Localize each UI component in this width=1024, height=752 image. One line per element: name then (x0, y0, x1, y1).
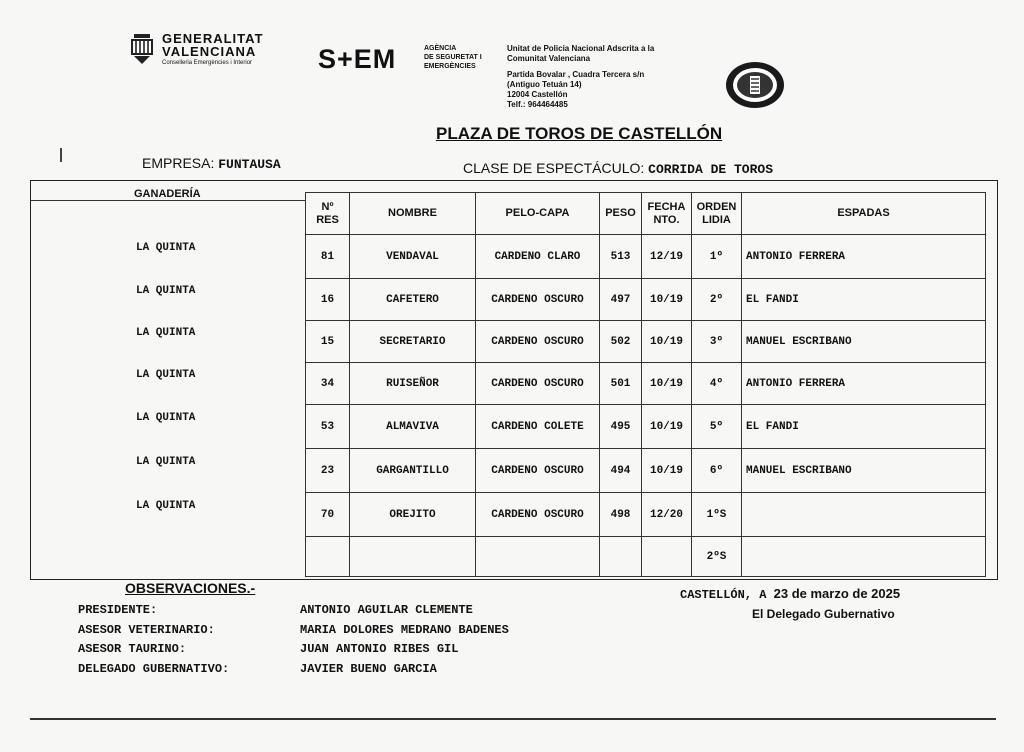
orden-cell: 6º (692, 449, 742, 493)
peso-cell (600, 537, 642, 577)
espada-cell: EL FANDI (742, 405, 986, 449)
pelo-cell: CARDENO OSCURO (476, 363, 600, 405)
generalitat-logo (130, 32, 264, 66)
table-row (306, 279, 986, 321)
orden-cell: 1º (692, 235, 742, 279)
ganaderia-cell: LA QUINTA (136, 412, 196, 424)
official-row (78, 640, 509, 660)
espada-cell: ANTONIO FERRERA (742, 235, 986, 279)
official-name: JUAN ANTONIO RIBES GIL (300, 642, 459, 656)
fecha-cell: 12/19 (642, 235, 692, 279)
official-row (78, 660, 509, 680)
clase-line (463, 160, 773, 177)
clase-label: CLASE DE ESPECTÁCULO: (463, 160, 645, 176)
res-cell: 23 (306, 449, 350, 493)
gv-line2: VALENCIANA (162, 44, 257, 59)
official-row (78, 601, 509, 621)
unit-line4: (Antiguo Tetuán 14) (507, 80, 582, 89)
peso-cell: 497 (600, 279, 642, 321)
peso-cell: 494 (600, 449, 642, 493)
fecha-cell: 10/19 (642, 449, 692, 493)
generalitat-emblem-icon (130, 32, 154, 66)
nombre-cell: VENDAVAL (350, 235, 476, 279)
sem-subtitle (424, 44, 482, 71)
official-name: ANTONIO AGUILAR CLEMENTE (300, 603, 473, 617)
table-body (306, 235, 986, 577)
res-cell: 16 (306, 279, 350, 321)
officials-list (78, 601, 509, 679)
empresa-label: EMPRESA: (142, 155, 215, 171)
sem-sub3: EMERGÈNCIES (424, 63, 476, 70)
espada-cell: ANTONIO FERRERA (742, 363, 986, 405)
header-fecha: FECHA NTO. (642, 193, 692, 235)
gv-line1: GENERALITAT (162, 31, 264, 46)
espada-cell: MANUEL ESCRIBANO (742, 449, 986, 493)
fecha-cell (642, 537, 692, 577)
official-role: DELEGADO GUBERNATIVO: (78, 661, 230, 676)
table-row (306, 537, 986, 577)
espada-cell (742, 537, 986, 577)
header-pelo: PELO-CAPA (476, 193, 600, 235)
nombre-cell: RUISEÑOR (350, 363, 476, 405)
margin-mark (60, 148, 62, 162)
table-row (306, 321, 986, 363)
table-row (306, 493, 986, 537)
pelo-cell: CARDENO OSCURO (476, 449, 600, 493)
pelo-cell: CARDENO OSCURO (476, 279, 600, 321)
table-row (306, 405, 986, 449)
orden-cell: 2º (692, 279, 742, 321)
orden-cell: 5º (692, 405, 742, 449)
peso-cell: 501 (600, 363, 642, 405)
nombre-cell: SECRETARIO (350, 321, 476, 363)
fecha-cell: 10/19 (642, 363, 692, 405)
police-badge-icon (724, 60, 786, 110)
peso-cell: 513 (600, 235, 642, 279)
table-header-row (306, 193, 986, 235)
place-date (680, 586, 900, 602)
ganaderia-cell: LA QUINTA (136, 327, 196, 339)
sem-sub1: AGÈNCIA (424, 45, 457, 52)
bull-table (305, 192, 986, 577)
ganaderia-cell: LA QUINTA (136, 456, 196, 468)
clase-value: CORRIDA DE TOROS (648, 162, 773, 177)
pelo-cell: CARDENO OSCURO (476, 321, 600, 363)
place-date-value: 23 de marzo de 2025 (773, 586, 901, 601)
official-role: ASESOR VETERINARIO: (78, 622, 215, 637)
res-cell: 81 (306, 235, 350, 279)
observaciones-heading: OBSERVACIONES.- (125, 580, 256, 596)
pelo-cell: CARDENO COLETE (476, 405, 600, 449)
empresa-value: FUNTAUSA (218, 157, 281, 172)
nombre-cell: ALMAVIVA (350, 405, 476, 449)
res-cell (306, 537, 350, 577)
nombre-cell: CAFETERO (350, 279, 476, 321)
header-nombre: NOMBRE (350, 193, 476, 235)
unit-line3: Partida Bovalar , Cuadra Tercera s/n (507, 70, 645, 79)
res-cell: 53 (306, 405, 350, 449)
orden-cell: 1ºS (692, 493, 742, 537)
pelo-cell: CARDENO OSCURO (476, 493, 600, 537)
header-orden: ORDEN LIDIA (692, 193, 742, 235)
place-prefix: CASTELLÓN, A (680, 588, 767, 602)
espada-cell (742, 493, 986, 537)
official-role: ASESOR TAURINO: (78, 642, 187, 656)
espada-cell: EL FANDI (742, 279, 986, 321)
fecha-cell: 10/19 (642, 321, 692, 363)
pelo-cell: CARDENO CLARO (476, 235, 600, 279)
table-row (306, 363, 986, 405)
bottom-rule (30, 718, 996, 720)
peso-cell: 495 (600, 405, 642, 449)
orden-cell: 3º (692, 321, 742, 363)
ganaderia-cell: LA QUINTA (136, 285, 196, 297)
nombre-cell: GARGANTILLO (350, 449, 476, 493)
official-row (78, 621, 509, 641)
table-row (306, 449, 986, 493)
official-name: JAVIER BUENO GARCIA (300, 661, 437, 676)
res-cell: 70 (306, 493, 350, 537)
nombre-cell: OREJITO (350, 493, 476, 537)
res-cell: 34 (306, 363, 350, 405)
header-peso: PESO (600, 193, 642, 235)
page-title: PLAZA DE TOROS DE CASTELLÓN (436, 124, 723, 143)
official-role: PRESIDENTE: (78, 603, 158, 617)
table-row (306, 235, 986, 279)
ganaderia-header: GANADERÍA (134, 188, 201, 200)
sem-sub2: DE SEGURETAT I (424, 54, 482, 61)
sem-logo: S+EM (318, 44, 397, 74)
unit-line2: Comunitat Valenciana (507, 54, 591, 63)
orden-cell: 2ºS (692, 537, 742, 577)
official-name: MARIA DOLORES MEDRANO BADENES (300, 622, 509, 637)
unit-line6: Telf.: 964464485 (507, 100, 568, 109)
peso-cell: 502 (600, 321, 642, 363)
unit-line5: 12004 Castellón (507, 90, 568, 99)
fecha-cell: 10/19 (642, 405, 692, 449)
delegado-signature-label: El Delegado Gubernativo (752, 607, 895, 621)
peso-cell: 498 (600, 493, 642, 537)
unit-line1: Unitat de Policia Nacional Adscrita a la (507, 44, 655, 53)
pelo-cell (476, 537, 600, 577)
orden-cell: 4º (692, 363, 742, 405)
nombre-cell (350, 537, 476, 577)
gv-sub: Conselleria Emergències i Interior (162, 60, 253, 66)
police-unit-address (507, 44, 654, 110)
ganaderia-header-rule (31, 200, 305, 201)
fecha-cell: 12/20 (642, 493, 692, 537)
fecha-cell: 10/19 (642, 279, 692, 321)
ganaderia-cell: LA QUINTA (136, 369, 196, 381)
ganaderia-cell: LA QUINTA (136, 242, 196, 254)
empresa-line (142, 155, 281, 172)
espada-cell: MANUEL ESCRIBANO (742, 321, 986, 363)
ganaderia-cell: LA QUINTA (136, 500, 196, 512)
header-res: Nº RES (306, 193, 350, 235)
res-cell: 15 (306, 321, 350, 363)
header-espadas: ESPADAS (742, 193, 986, 235)
